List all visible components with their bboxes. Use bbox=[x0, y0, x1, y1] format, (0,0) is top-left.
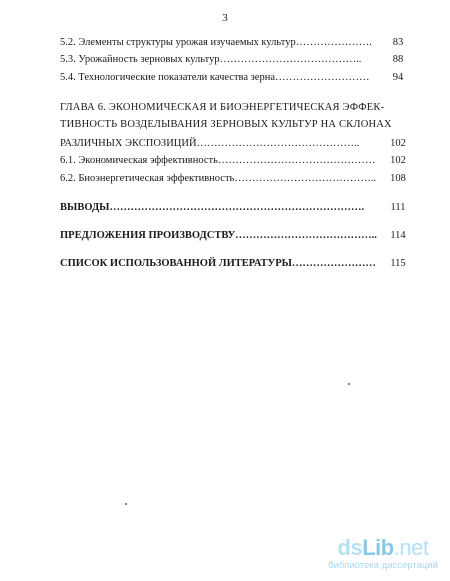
toc-entry-page: 114 bbox=[390, 230, 406, 241]
scan-speck bbox=[348, 383, 350, 385]
toc-entry-title: 5.3. Урожайность зерновых культур………………………………….. bbox=[60, 54, 362, 65]
toc-entry-page: 111 bbox=[390, 202, 406, 213]
toc-entry-references bbox=[54, 257, 410, 271]
watermark-dslib bbox=[328, 536, 438, 571]
toc-entry-proposals bbox=[54, 229, 410, 243]
chapter-heading-line: РАЗЛИЧНЫХ ЭКСПОЗИЦИЙ……………………………………….. bbox=[60, 138, 360, 149]
toc-entry-6-1 bbox=[54, 154, 410, 168]
toc-entry-title: СПИСОК ИСПОЛЬЗОВАННОЙ ЛИТЕРАТУРЫ…………………… bbox=[60, 258, 376, 269]
chapter-heading-line: ГЛАВА 6. ЭКОНОМИЧЕСКАЯ И БИОЭНЕРГЕТИЧЕСКАЯ ЭФФЕК- bbox=[60, 102, 385, 113]
scan-speck bbox=[125, 503, 127, 505]
toc-entry-title: 5.2. Элементы структуры урожая изучаемых культур…………………. bbox=[60, 37, 372, 48]
watermark-caption: библиотека диссертаций bbox=[328, 560, 438, 571]
toc-entry-page: 102 bbox=[390, 155, 406, 166]
toc-entry-page: 94 bbox=[392, 72, 404, 83]
toc-entry-5-4 bbox=[54, 71, 410, 85]
watermark-logo: dsLib.net bbox=[337, 535, 429, 560]
toc-entry-6-2 bbox=[54, 172, 410, 186]
page-number: 3 bbox=[222, 12, 228, 24]
toc-entry-title: ПРЕДЛОЖЕНИЯ ПРОИЗВОДСТВУ………………………………….. bbox=[60, 230, 377, 241]
chapter-heading-line: ТИВНОСТЬ ВОЗДЕЛЫВАНИЯ ЗЕРНОВЫХ КУЛЬТУР НА СКЛОНАХ bbox=[60, 119, 392, 130]
toc-entry-page: 102 bbox=[390, 138, 406, 149]
toc-entry-page: 88 bbox=[392, 54, 404, 65]
toc-chapter-6-tail bbox=[54, 137, 410, 151]
toc-entry-5-2 bbox=[54, 36, 410, 50]
toc-entry-page: 115 bbox=[390, 258, 406, 269]
toc-chapter-6-heading bbox=[60, 99, 402, 133]
toc-entry-page: 83 bbox=[392, 37, 404, 48]
toc-entry-title: 6.2. Биоэнергетическая эффективность………………………………….. bbox=[60, 173, 377, 184]
toc-entry-title: 5.4. Технологические показатели качества зерна……………………… bbox=[60, 72, 370, 83]
toc-entry-title: 6.1. Экономическая эффективность……………………………………… bbox=[60, 155, 376, 166]
toc-entry-5-3 bbox=[54, 53, 410, 67]
toc-entry-title: ВЫВОДЫ………………………………………………………………. bbox=[60, 202, 365, 213]
toc-entry-page: 108 bbox=[390, 173, 406, 184]
toc-entry-conclusions bbox=[54, 201, 410, 215]
